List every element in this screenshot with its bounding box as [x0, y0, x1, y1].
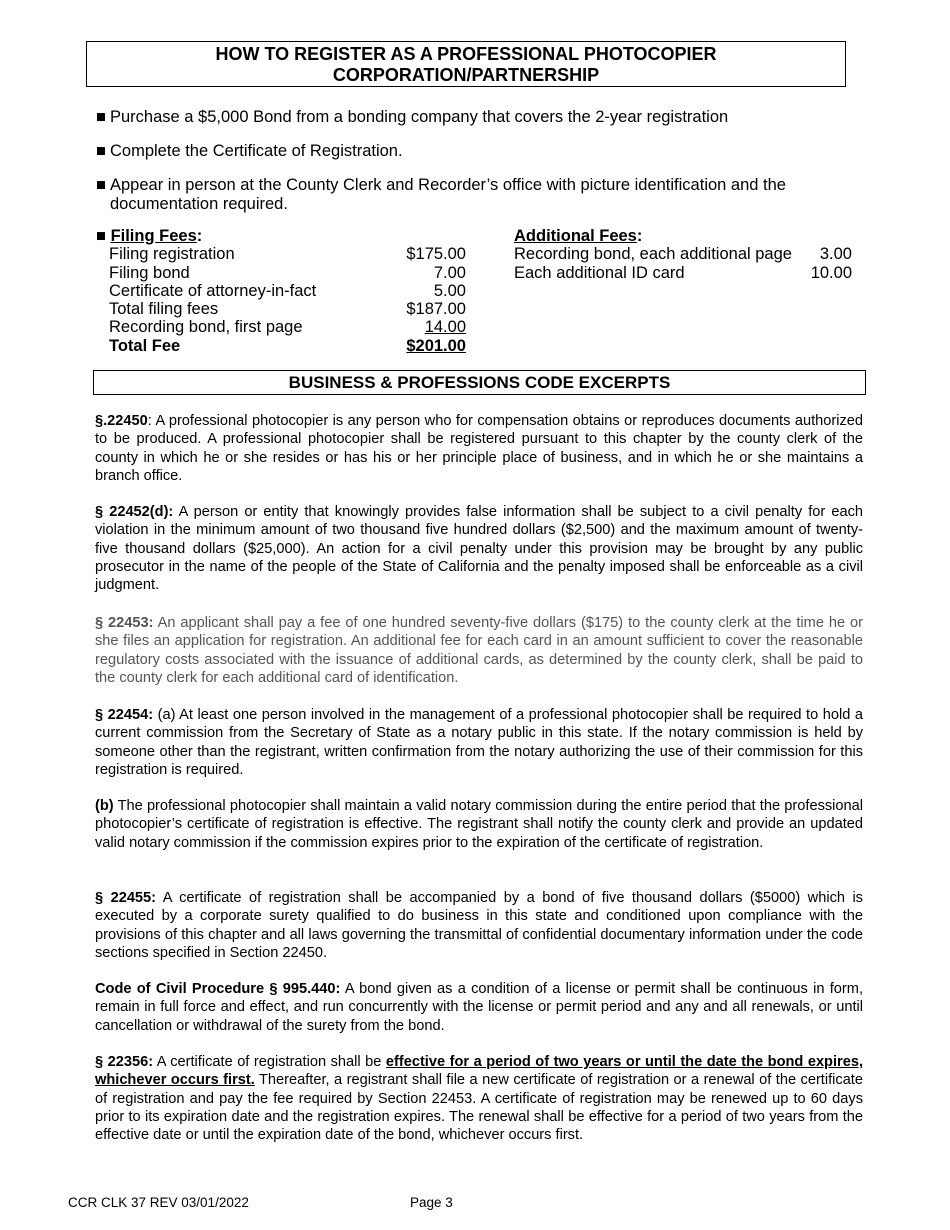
section-text-continued: Thereafter, a registrant shall file a new certificate of registration or a renewal of the certificate of registration and pay the fee required by Section 22453. A certificate of registration may be renewed up to 60 days prior to its expiration date and the registration expires. The renewal shall be effective for a period of two years from the effective date or until the expiration date of the bond, whichever occurs first. — [95, 1072, 863, 1144]
bullet-complete-certificate — [96, 142, 403, 161]
fee-label: Filing registration — [109, 245, 235, 264]
section-22454 — [95, 706, 863, 779]
additional-fees-table — [514, 227, 864, 282]
fee-row — [514, 245, 864, 263]
total-fee-value: $201.00 — [406, 336, 466, 355]
section-label: Code of Civil Procedure § 995.440: — [95, 981, 341, 997]
fee-amount-value: 14.00 — [424, 318, 466, 337]
bullet-purchase-bond — [96, 108, 728, 127]
additional-fees-colon: : — [636, 227, 643, 245]
section-label: § 22452(d): — [95, 504, 174, 520]
bullet-marker: ■ — [96, 176, 106, 194]
fee-label: Recording bond, each additional page — [514, 245, 792, 264]
additional-fees-heading-row — [514, 227, 864, 245]
fee-label: Total filing fees — [109, 300, 219, 319]
fee-label: Recording bond, first page — [109, 318, 303, 337]
section-22356 — [95, 1053, 863, 1144]
section-text: : A professional photocopier is any person who for compensation obtains or reproduces documents authorized to be produced. A professional photocopier shall be registered pursuant to this chapter by the county clerk of the county in which he or she resides or has his or her principle place of business, and in which he or she maintains a branch office. — [95, 413, 863, 484]
section-22453 — [95, 614, 863, 687]
section-label-symbol: § — [95, 413, 104, 429]
filing-fees-heading-row — [96, 227, 476, 245]
fee-row — [96, 245, 476, 263]
title-line-1: HOW TO REGISTER AS A PROFESSIONAL PHOTOCOPIER — [215, 44, 717, 64]
filing-fees-table — [96, 227, 476, 355]
fee-row — [96, 300, 476, 318]
bullet-marker: ■ — [96, 142, 106, 160]
section-22452d — [95, 503, 863, 594]
bullet-marker: ■ — [96, 108, 106, 126]
fee-row — [96, 264, 476, 282]
section-label: § 22455: — [95, 890, 157, 906]
form-id: CCR CLK 37 REV 03/01/2022 — [68, 1195, 249, 1210]
filing-fees-heading: Filing Fees — [110, 227, 197, 245]
fee-amount: $187.00 — [406, 300, 466, 319]
section-label: § 22454: — [95, 707, 154, 723]
section-label: § 22453: — [95, 615, 154, 631]
section-22455 — [95, 889, 863, 962]
section-22454b — [95, 797, 863, 852]
fee-amount: 5.00 — [433, 281, 466, 300]
filing-fees-colon: : — [196, 227, 203, 245]
section-label: (b) — [95, 798, 114, 814]
fee-amount: $175.00 — [406, 245, 466, 264]
fee-label: Each additional ID card — [514, 263, 685, 282]
section-text: The professional photocopier shall maintain a valid notary commission during the entire period that the professional photocopier’s certificate of registration is effective. The registrant shall notify the county clerk and provide an updated valid notary commission if the commission expires prior to the expiration of the certificate of registration. — [95, 798, 863, 851]
fee-amount: 7.00 — [433, 263, 466, 282]
bullet-text: Complete the Certificate of Registration. — [110, 142, 403, 160]
fee-row — [96, 318, 476, 336]
fee-row — [96, 282, 476, 300]
additional-fees-heading: Additional Fees — [514, 227, 637, 245]
fee-amount: 3.00 — [819, 245, 852, 264]
section-text: A bond given as a condition of a license or permit shall be continuous in form, remain in full force and effect, and run concurrently with the license or permit period and any and all renewals, or until cancellation or withdrawal of the surety from the bond. — [95, 981, 863, 1034]
fee-label: Certificate of attorney-in-fact — [109, 281, 317, 300]
total-fee-label: Total Fee — [109, 336, 181, 355]
fee-amount — [386, 318, 476, 336]
page-title — [86, 41, 846, 87]
bullet-text: Purchase a $5,000 Bond from a bonding company that covers the 2-year registration — [110, 108, 729, 126]
section-text: A certificate of registration shall be — [153, 1054, 386, 1070]
title-line-2: CORPORATION/PARTNERSHIP — [332, 65, 600, 85]
section-label: § 22356: — [95, 1054, 154, 1070]
fee-amount: 10.00 — [810, 263, 852, 282]
section-text: (a) At least one person involved in the management of a professional photocopier shall be required to hold a current commission from the Secretary of State as a notary public in this state. If the notary commission is held by someone other than the registrant, written confirmation from the notary authorizing the use of their commission for this registration is required. — [95, 707, 863, 778]
bullet-marker: ■ — [96, 227, 106, 245]
section-text: A certificate of registration shall be accompanied by a bond of five thousand dollars ($5000) which is executed by a corporate surety qualified to do business in this state and conditioned upon compliance with the provisions of this chapter and all laws governing the transmittal of confidential documentary information under the code sections specified in Section 22450. — [95, 890, 863, 961]
section-22450 — [95, 412, 863, 485]
bullet-text: Appear in person at the County Clerk and Recorder’s office with picture identification and the documentation required. — [110, 176, 786, 213]
total-fee-amount — [386, 337, 476, 355]
section-label-dot: .22450 — [103, 413, 148, 429]
section-emphasis: effective for a period of two years or until the date the bond expires, whichever occurs first. — [95, 1054, 863, 1089]
section-text: A person or entity that knowingly provides false information shall be subject to a civil penalty for each violation in the minimum amount of two thousand five hundred dollars ($2,500) and the maximum amount of twenty-five thousand dollars ($25,000). An action for a civil penalty under this provision may be brought by any public prosecutor in the name of the people of the State of California and the penalty imposed shall be enforceable as a civil judgment. — [95, 504, 863, 594]
total-fee-row — [96, 337, 476, 355]
section-ccp-995440 — [95, 980, 863, 1035]
fee-row — [514, 264, 864, 282]
code-excerpts-heading: BUSINESS & PROFESSIONS CODE EXCERPTS — [93, 370, 866, 395]
bullet-appear-in-person — [96, 176, 830, 214]
section-text: An applicant shall pay a fee of one hundred seventy-five dollars ($175) to the county clerk at the time he or she files an application for registration. An additional fee for each card in an amount sufficient to cover the reasonable regulatory costs associated with the issuance of additional cards, as determined by the county clerk, shall be paid to the county clerk for each additional card of identification. — [95, 615, 863, 686]
page-number: Page 3 — [410, 1195, 453, 1210]
fee-label: Filing bond — [109, 263, 190, 282]
